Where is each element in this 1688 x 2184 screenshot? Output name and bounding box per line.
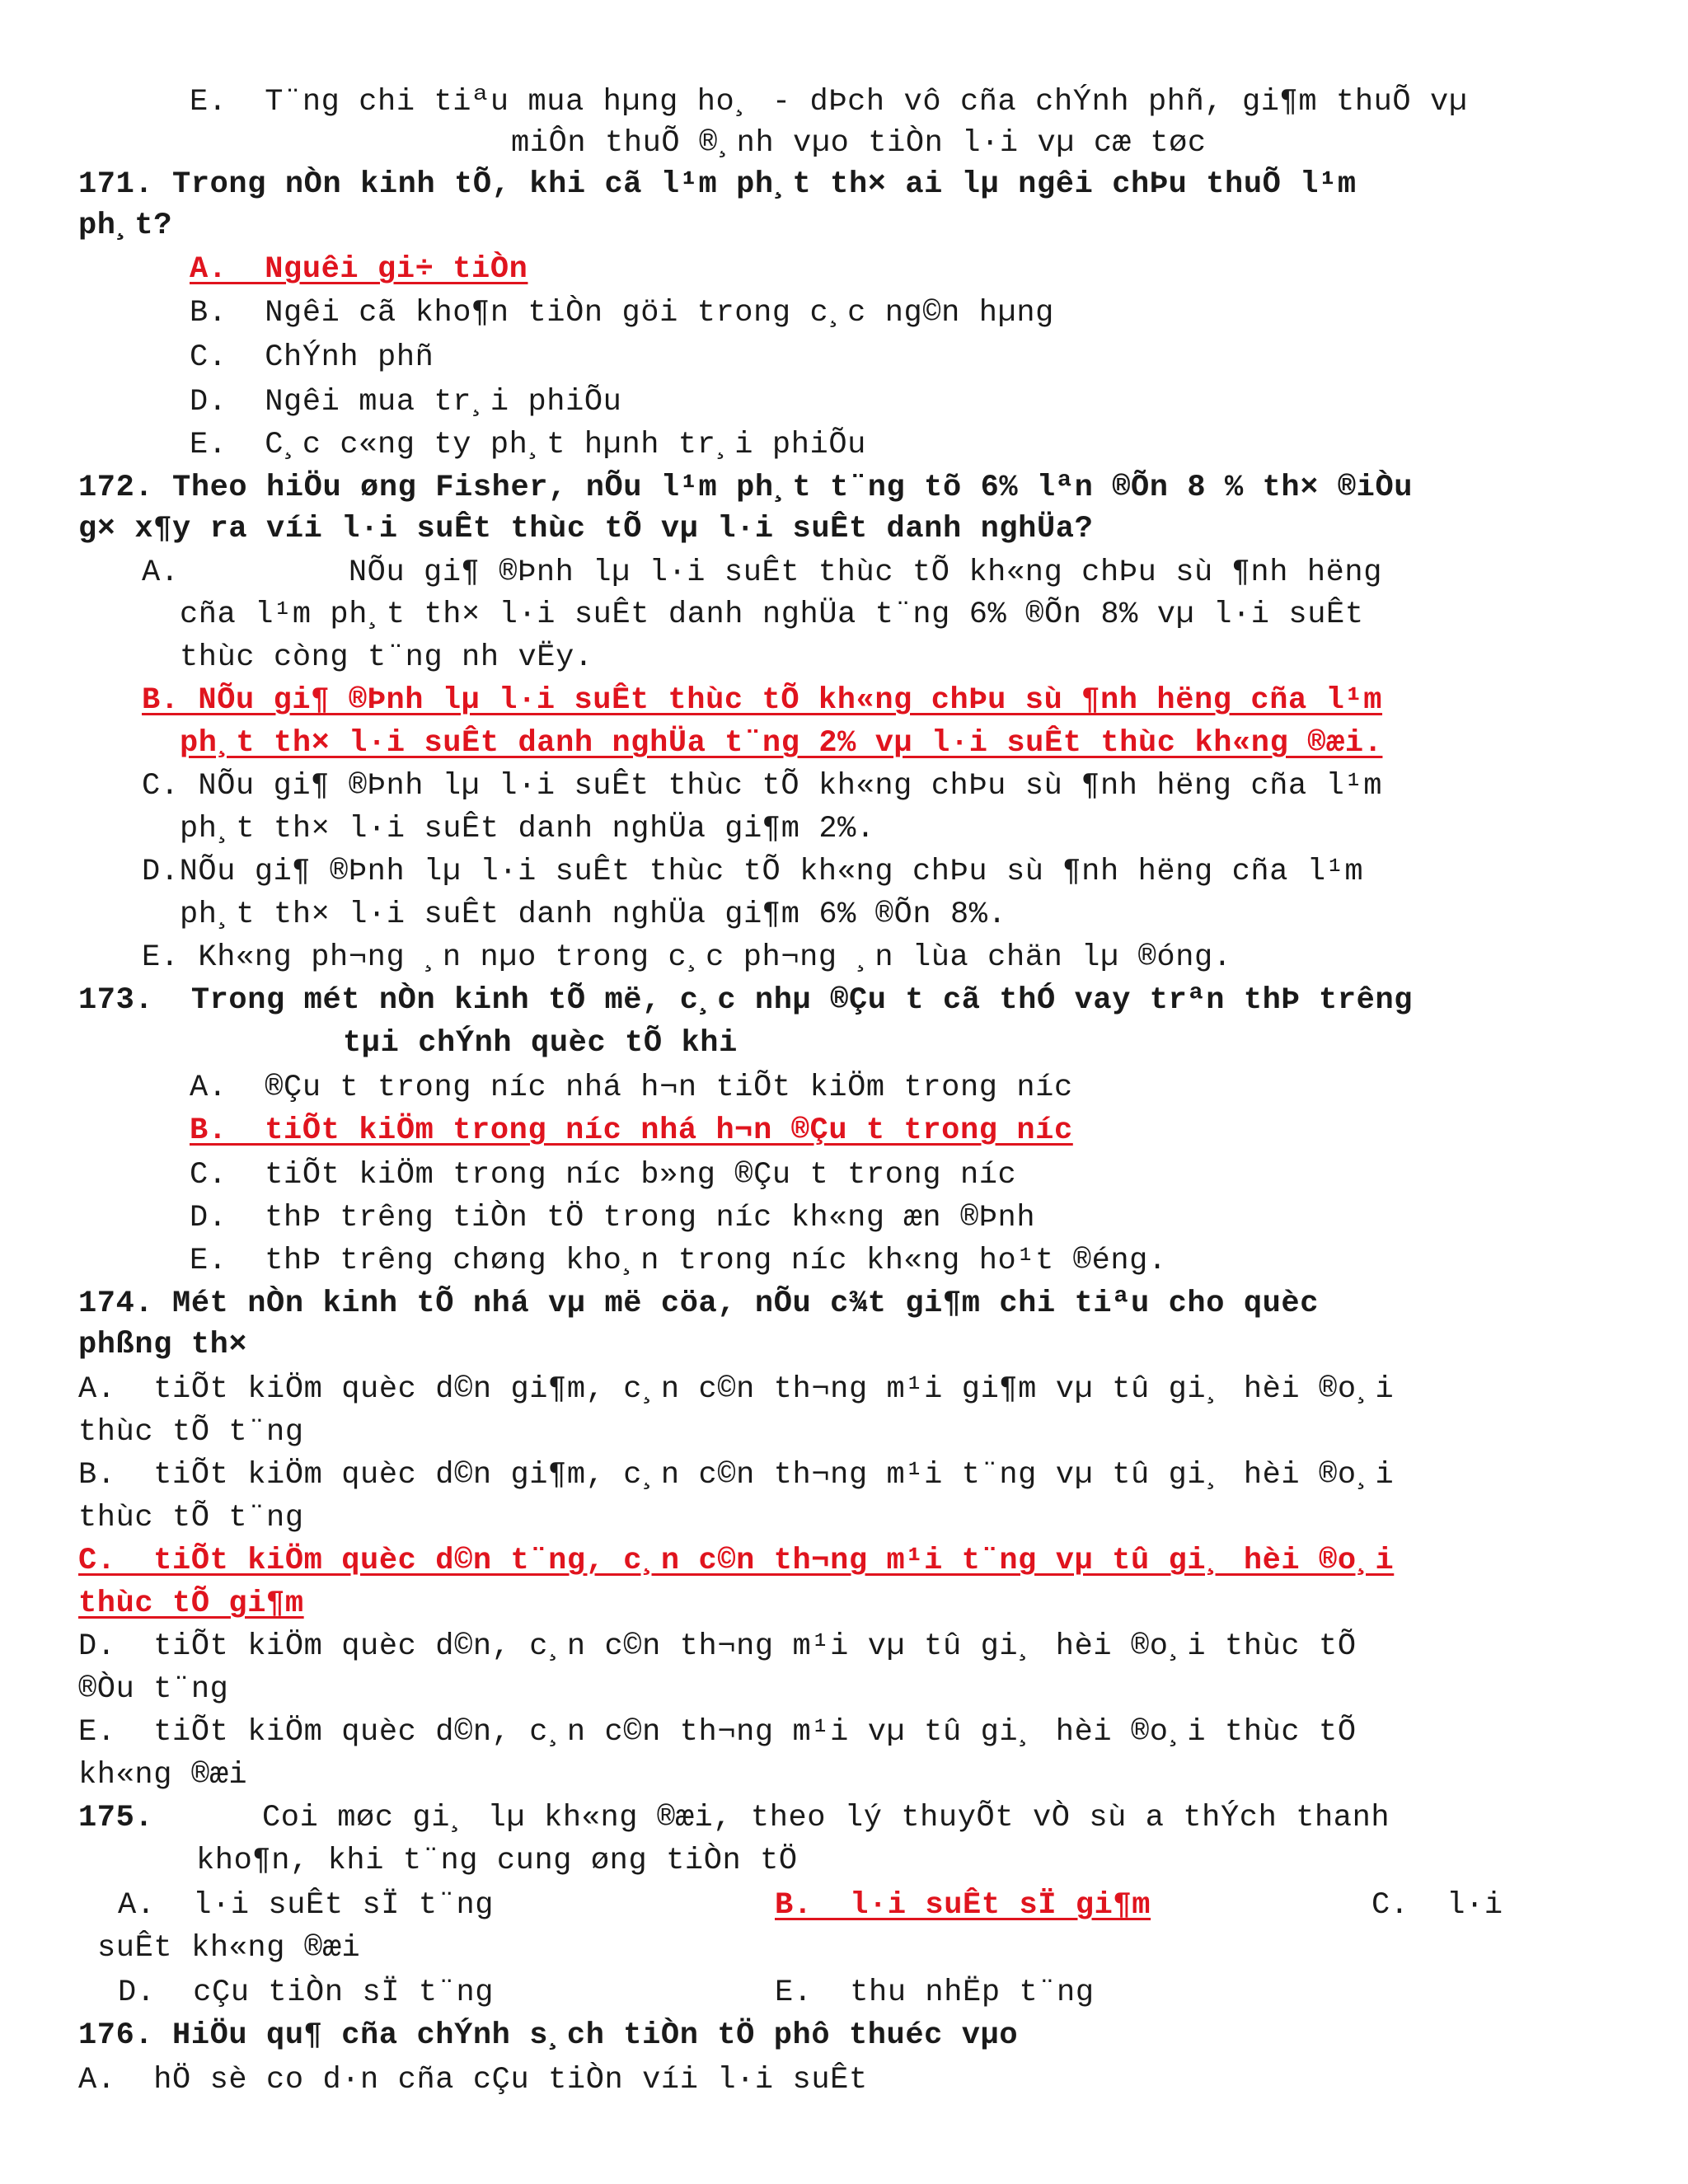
q171-option-b: B. Ngêi cã kho¶n tiÒn göi trong c¸c ng©n hµng <box>190 296 1054 330</box>
q171-option-c: C. ChÝnh phñ <box>190 340 434 375</box>
q173-option-b-answer: B. tiÕt kiÖm trong níc nhá h¬n ®Çu t trong níc <box>190 1113 1073 1148</box>
q172-option-c-line2: ph¸t th× l·i suÊt danh nghÜa gi¶m 2%. <box>180 812 875 846</box>
q175-option-b-answer: B. l·i suÊt sÏ gi¶m <box>775 1888 1151 1923</box>
q172-stem-line1: 172. Theo hiÖu øng Fisher, nÕu l¹m ph¸t t¨ng tõ 6% lªn ®Õn 8 % th× ®iÒu <box>78 471 1414 505</box>
q174-option-e-line2: kh«ng ®æi <box>78 1758 248 1793</box>
q173-stem-line2: tµi chÝnh quèc tÕ khi <box>343 1026 738 1061</box>
q174-stem-line2: phßng th× <box>78 1328 248 1362</box>
q174-option-b-line2: thùc tÕ t¨ng <box>78 1501 304 1535</box>
q174-option-c-answer-line2: thùc tÕ gi¶m <box>78 1586 304 1621</box>
q170-option-e-line2: miÔn thuÕ ®¸nh vµo tiÒn l·i vµ cæ tøc <box>511 126 1207 161</box>
q176-option-a: A. hÖ sè co d·n cña cÇu tiÒn víi l·i suÊt <box>78 2063 868 2097</box>
q172-option-e: E. Kh«ng ph¬ng ¸n nµo trong c¸c ph¬ng ¸n lùa chän lµ ®óng. <box>142 940 1232 975</box>
q170-option-e-line1: E. T¨ng chi tiªu mua hµng ho¸ - dÞch vô cña chÝnh phñ, gi¶m thuÕ vµ <box>190 85 1468 120</box>
q171-stem-line2: ph¸t? <box>78 209 173 243</box>
q172-option-a-line2: cña l¹m ph¸t th× l·i suÊt danh nghÜa t¨ng 6% ®Õn 8% vµ l·i suÊt <box>180 598 1364 632</box>
q174-option-c-answer-line1: C. tiÕt kiÖm quèc d©n t¨ng, c¸n c©n th¬ng m¹i t¨ng vµ tû gi¸ hèi ®o¸i <box>78 1544 1395 1578</box>
q172-option-d-line1: D.NÕu gi¶ ®Þnh lµ l·i suÊt thùc tÕ kh«ng chÞu sù ¶nh hëng cña l¹m <box>142 855 1364 889</box>
q172-option-a-line3: thùc còng t¨ng nh vËy. <box>180 640 593 675</box>
q171-option-a-answer: A. Nguêi gi÷ tiÒn <box>190 252 528 287</box>
q171-option-d: D. Ngêi mua tr¸i phiÕu <box>190 385 622 419</box>
q173-option-e: E. thÞ trêng chøng kho¸n trong níc kh«ng ho¹t ®éng. <box>190 1244 1167 1278</box>
q173-option-a: A. ®Çu t trong níc nhá h¬n tiÕt kiÖm trong níc <box>190 1071 1073 1105</box>
q173-stem-line1: 173. Trong mét nÒn kinh tÕ më, c¸c nhµ ®Çu t cã thÓ vay trªn thÞ trêng <box>78 983 1414 1018</box>
q172-option-b-answer-line2: ph¸t th× l·i suÊt danh nghÜa t¨ng 2% vµ l·i suÊt thùc kh«ng ®æi. <box>180 726 1383 761</box>
q172-option-a-line1: A. NÕu gi¶ ®Þnh lµ l·i suÊt thùc tÕ kh«ng chÞu sù ¶nh hëng <box>142 555 1383 590</box>
q174-option-e-line1: E. tiÕt kiÖm quèc d©n, c¸n c©n th¬ng m¹i vµ tû gi¸ hèi ®o¸i thùc tÕ <box>78 1715 1357 1750</box>
q175-option-a: A. l·i suÊt sÏ t¨ng <box>118 1888 495 1923</box>
q171-option-e: E. C¸c c«ng ty ph¸t hµnh tr¸i phiÕu <box>190 428 866 462</box>
q171-stem-line1: 171. Trong nÒn kinh tÕ, khi cã l¹m ph¸t th× ai lµ ngêi chÞu thuÕ l¹m <box>78 167 1357 202</box>
q176-stem: 176. HiÖu qu¶ cña chÝnh s¸ch tiÒn tÖ phô thuéc vµo <box>78 2018 1019 2053</box>
q175-option-c-line2: suÊt kh«ng ®æi <box>97 1931 361 1966</box>
q175-option-e: E. thu nhËp t¨ng <box>775 1975 1095 2010</box>
q172-option-b-answer-line1: B. NÕu gi¶ ®Þnh lµ l·i suÊt thùc tÕ kh«ng chÞu sù ¶nh hëng cña l¹m <box>142 683 1383 718</box>
q172-stem-line2: g× x¶y ra víi l·i suÊt thùc tÕ vµ l·i suÊt danh nghÜa? <box>78 512 1094 546</box>
q175-option-d: D. cÇu tiÒn sÏ t¨ng <box>118 1975 495 2010</box>
q174-option-d-line1: D. tiÕt kiÖm quèc d©n, c¸n c©n th¬ng m¹i vµ tû gi¸ hèi ®o¸i thùc tÕ <box>78 1629 1357 1664</box>
q175-number: 175. <box>78 1801 154 1835</box>
q174-option-d-line2: ®Òu t¨ng <box>78 1672 229 1707</box>
q175-option-c-line1: C. l·i <box>1372 1888 1503 1923</box>
q173-option-c: C. tiÕt kiÖm trong níc b»ng ®Çu t trong níc <box>190 1158 1017 1193</box>
q174-option-a-line2: thùc tÕ t¨ng <box>78 1415 304 1450</box>
q174-stem-line1: 174. Mét nÒn kinh tÕ nhá vµ më cöa, nÕu c¾t gi¶m chi tiªu cho quèc <box>78 1286 1320 1321</box>
q175-stem-line1: Coi møc gi¸ lµ kh«ng ®æi, theo lý thuyÕt vÒ sù a thÝch thanh <box>262 1801 1390 1835</box>
q172-option-d-line2: ph¸t th× l·i suÊt danh nghÜa gi¶m 6% ®Õn 8%. <box>180 898 1007 932</box>
q174-option-b-line1: B. tiÕt kiÖm quèc d©n gi¶m, c¸n c©n th¬ng m¹i t¨ng vµ tû gi¸ hèi ®o¸i <box>78 1458 1395 1493</box>
q175-stem-line2: kho¶n, khi t¨ng cung øng tiÒn tÖ <box>196 1844 798 1878</box>
q172-option-c-line1: C. NÕu gi¶ ®Þnh lµ l·i suÊt thùc tÕ kh«ng chÞu sù ¶nh hëng cña l¹m <box>142 769 1383 804</box>
q173-option-d: D. thÞ trêng tiÒn tÖ trong níc kh«ng æn ®Þnh <box>190 1201 1036 1235</box>
q174-option-a-line1: A. tiÕt kiÖm quèc d©n gi¶m, c¸n c©n th¬ng m¹i gi¶m vµ tû gi¸ hèi ®o¸i <box>78 1372 1395 1407</box>
